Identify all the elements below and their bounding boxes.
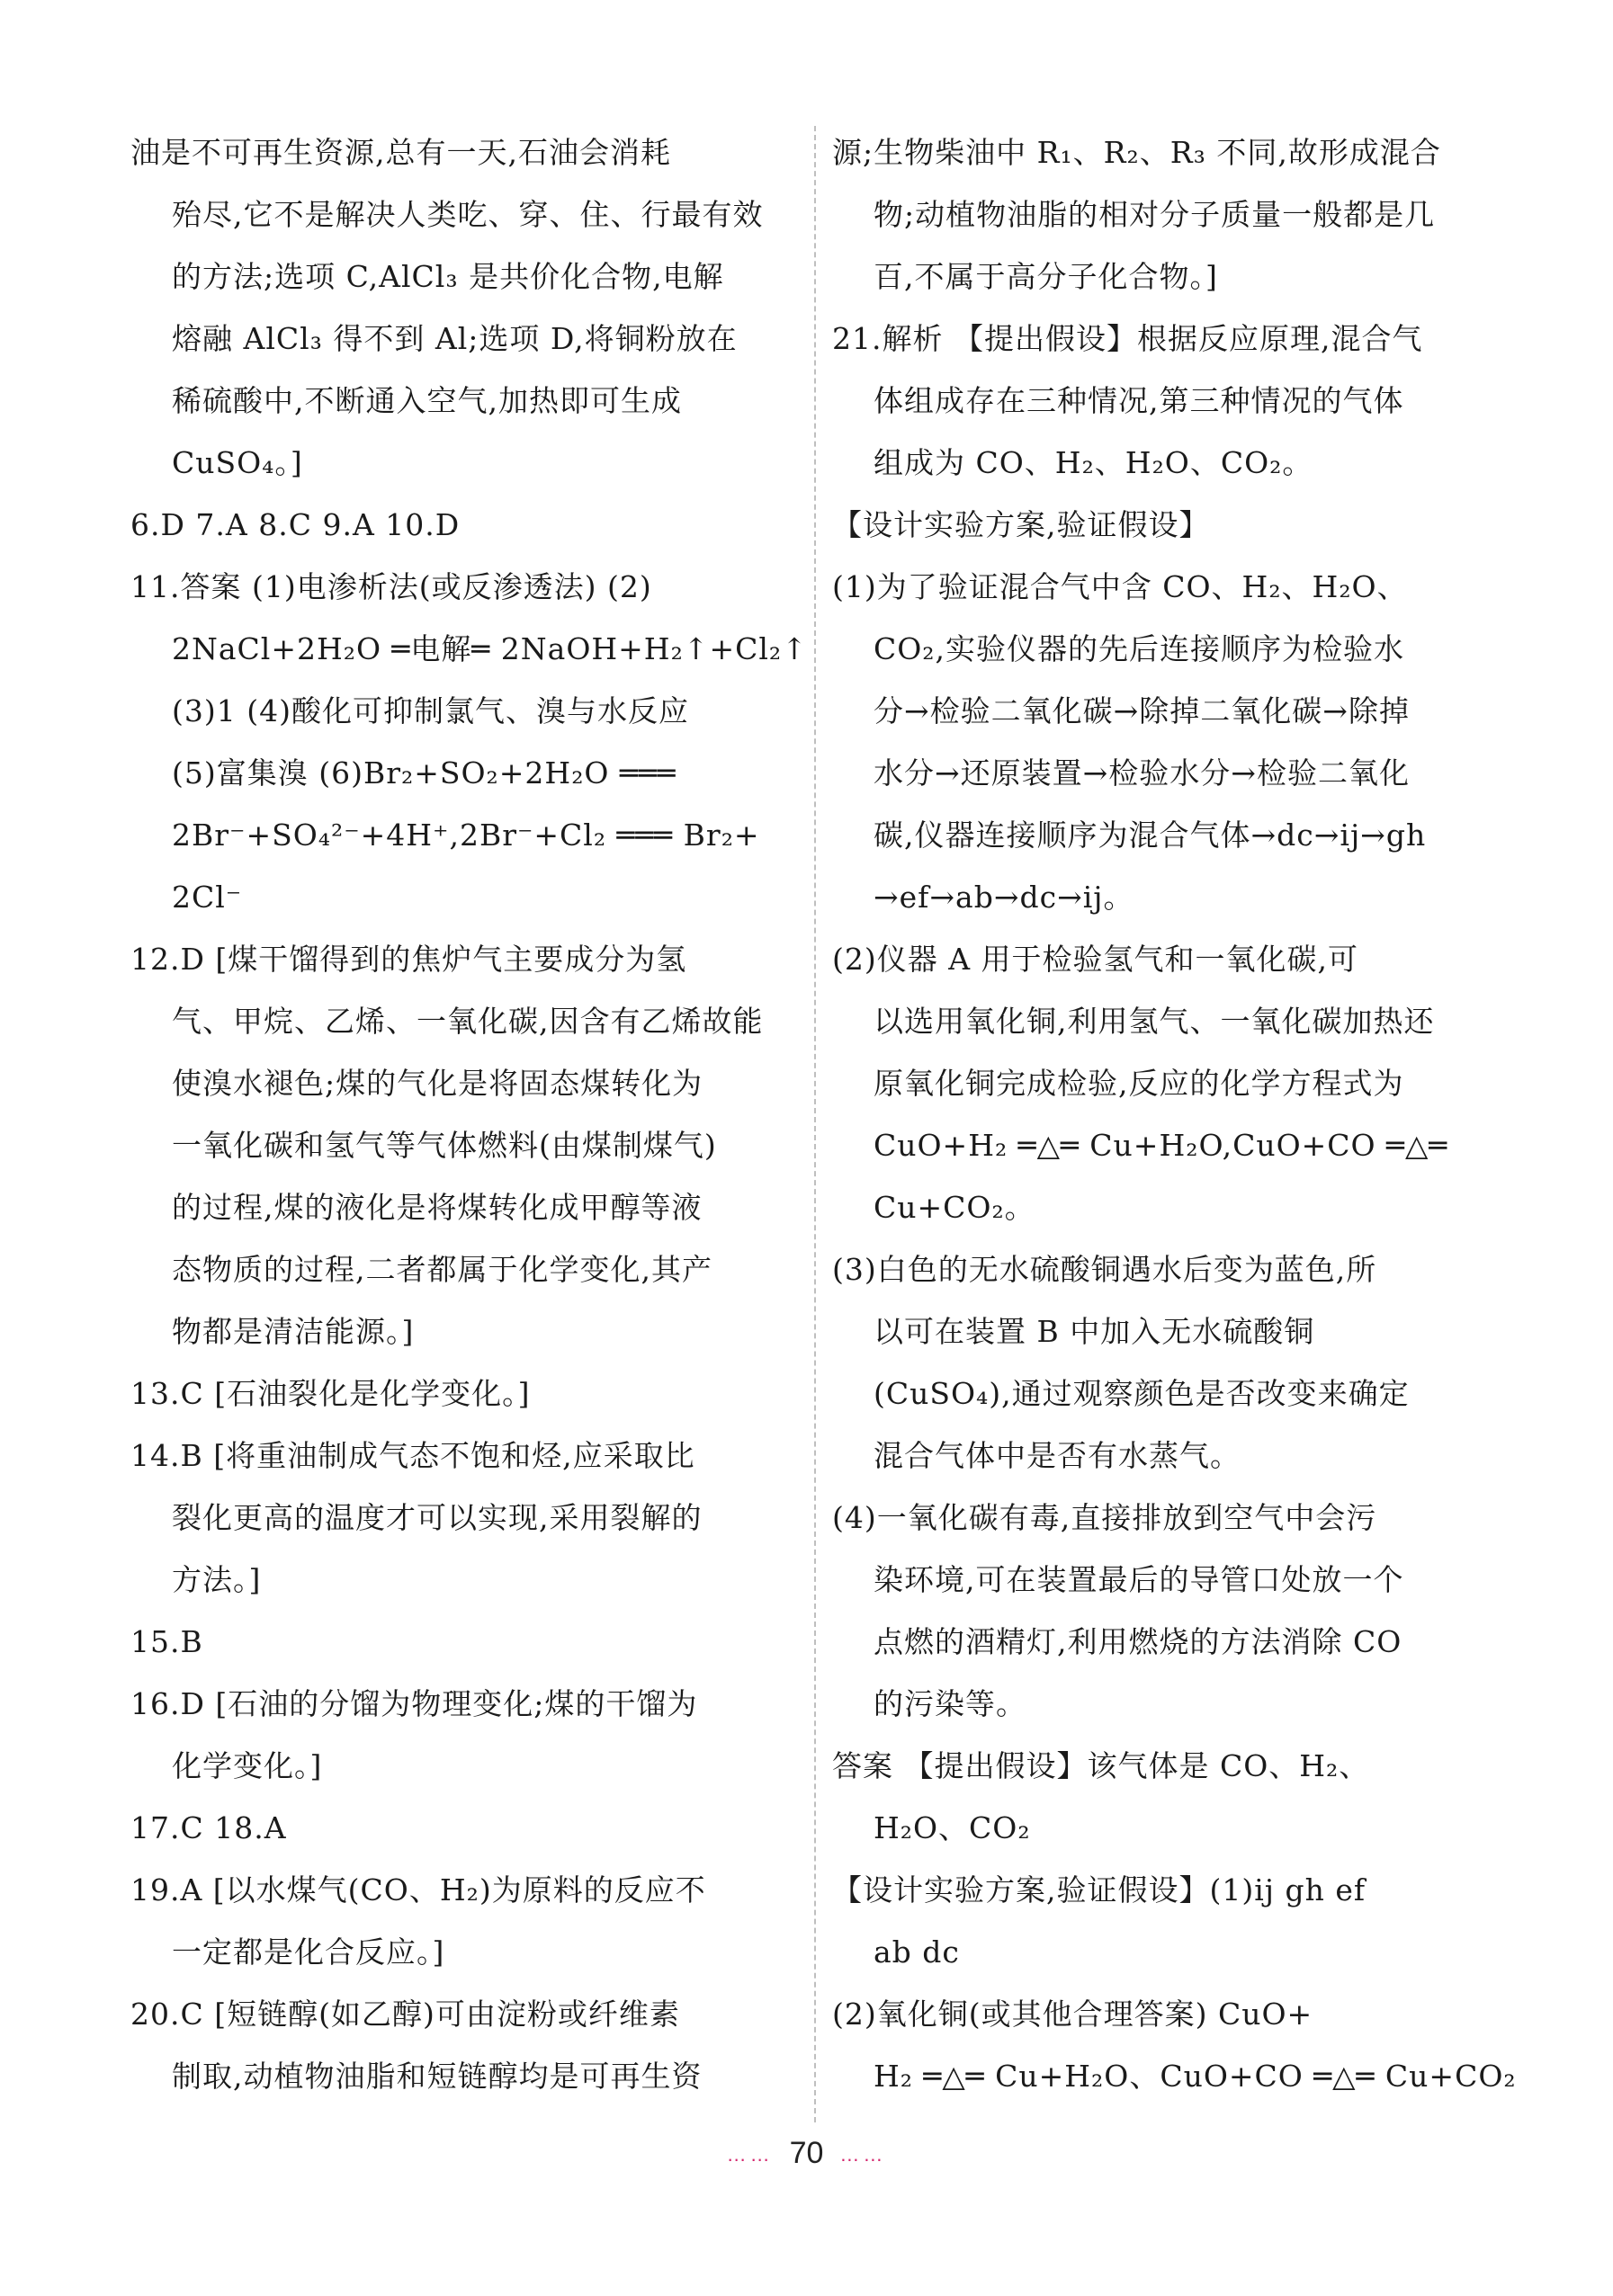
text-line: 熔融 AlCl₃ 得不到 Al;选项 D,将铜粉放在	[172, 321, 738, 356]
text-line: 以可在装置 B 中加入无水硫酸铜	[874, 1314, 1315, 1349]
text-line: 12.D [煤干馏得到的焦炉气主要成分为氢	[130, 942, 687, 977]
text-line: (2)氧化铜(或其他合理答案) CuO+	[832, 1997, 1313, 2032]
text-line: 方法。]	[172, 1562, 262, 1597]
text-line: 2Cl⁻	[172, 880, 243, 915]
text-line: (2)仪器 A 用于检验氢气和一氧化碳,可	[832, 942, 1359, 977]
answer-entry	[832, 1487, 1498, 1735]
text-line: CuSO₄。]	[172, 445, 303, 480]
text-line: 殆尽,它不是解决人类吃、穿、住、行最有效	[172, 197, 764, 232]
text-line: 13.C [石油裂化是化学变化。]	[130, 1376, 531, 1411]
text-line: 分→检验二氧化碳→除掉二氧化碳→除掉	[874, 693, 1410, 728]
text-line: 14.B [将重油制成气态不饱和烃,应采取比	[130, 1438, 695, 1473]
text-line: 油是不可再生资源,总有一天,石油会消耗	[130, 135, 671, 170]
text-line: 15.B	[130, 1624, 203, 1659]
text-line: 一氧化碳和氢气等气体燃料(由煤制煤气)	[172, 1128, 717, 1163]
text-line: 态物质的过程,二者都属于化学变化,其产	[172, 1252, 712, 1287]
text-line: (5)富集溴 (6)Br₂+SO₂+2H₂O ═══	[172, 755, 677, 791]
text-line: 点燃的酒精灯,利用燃烧的方法消除 CO	[874, 1624, 1402, 1659]
answer-entry	[130, 928, 796, 1362]
text-line: 混合气体中是否有水蒸气。	[874, 1438, 1241, 1473]
text-line: 裂化更高的温度才可以实现,采用裂解的	[172, 1500, 703, 1535]
text-line: 【设计实验方案,验证假设】(1)ij gh ef	[832, 1872, 1367, 1907]
text-line: 6.D 7.A 8.C 9.A 10.D	[130, 507, 461, 542]
footer-dots-right: ……	[839, 2143, 887, 2166]
text-line: 化学变化。]	[172, 1748, 323, 1783]
answer-entry	[130, 556, 808, 928]
text-line: →ef→ab→dc→ij。	[874, 880, 1134, 915]
answer-entry	[130, 1983, 796, 2107]
answer-entry	[130, 1673, 796, 1797]
text-line: 制取,动植物油脂和短链醇均是可再生资	[172, 2059, 703, 2094]
page-number: 70	[789, 2136, 824, 2170]
footer-dots-left: ……	[726, 2143, 774, 2166]
text-line: 一定都是化合反应。]	[172, 1934, 445, 1970]
answer-entry	[130, 1797, 796, 1859]
text-line: 的过程,煤的液化是将煤转化成甲醇等液	[172, 1190, 703, 1225]
answer-entry	[130, 494, 796, 556]
text-line: 11.答案 (1)电渗析法(或反渗透法) (2)	[130, 569, 652, 604]
answer-entry	[130, 1859, 796, 1983]
text-line: Cu+CO₂。	[874, 1190, 1035, 1225]
text-line: (4)一氧化碳有毒,直接排放到空气中会污	[832, 1500, 1377, 1535]
right-column	[832, 121, 1517, 2107]
answer-entry	[832, 494, 1498, 556]
text-line: 水分→还原装置→检验水分→检验二氧化	[874, 755, 1410, 791]
text-line: (3)白色的无水硫酸铜遇水后变为蓝色,所	[832, 1252, 1377, 1287]
answer-entry	[832, 556, 1498, 928]
text-line: 体组成存在三种情况,第三种情况的气体	[874, 383, 1404, 418]
answer-entry	[130, 1362, 796, 1425]
answer-entry	[130, 1611, 796, 1673]
text-line: (1)为了验证混合气中含 CO、H₂、H₂O、	[832, 569, 1408, 604]
text-line: 染环境,可在装置最后的导管口处放一个	[874, 1562, 1404, 1597]
answer-entry	[832, 1983, 1517, 2107]
text-line: 21.解析 【提出假设】根据反应原理,混合气	[832, 321, 1423, 356]
text-line: CuO+H₂ ═△═ Cu+H₂O,CuO+CO ═△═	[874, 1128, 1448, 1163]
answer-entry	[832, 308, 1498, 494]
text-line: 百,不属于高分子化合物。]	[874, 259, 1218, 294]
text-line: (CuSO₄),通过观察颜色是否改变来确定	[874, 1376, 1410, 1411]
answer-entry	[832, 1859, 1498, 1983]
text-line: 的污染等。	[874, 1686, 1026, 1721]
text-line: 2NaCl+2H₂O ═电解═ 2NaOH+H₂↑+Cl₂↑	[172, 631, 808, 666]
text-line: 原氧化铜完成检验,反应的化学方程式为	[874, 1066, 1404, 1101]
text-line: 【设计实验方案,验证假设】	[832, 507, 1210, 542]
text-line: ab dc	[874, 1934, 960, 1970]
text-line: 答案 【提出假设】该气体是 CO、H₂、	[832, 1748, 1370, 1783]
text-line: 2Br⁻+SO₄²⁻+4H⁺,2Br⁻+Cl₂ ═══ Br₂+	[172, 817, 760, 853]
page-footer	[0, 2136, 1613, 2171]
answer-entry	[832, 121, 1498, 308]
column-divider	[814, 126, 816, 2122]
answer-entry	[832, 1735, 1498, 1859]
text-line: 20.C [短链醇(如乙醇)可由淀粉或纤维素	[130, 1997, 680, 2032]
text-line: H₂ ═△═ Cu+H₂O、CuO+CO ═△═ Cu+CO₂	[874, 2059, 1517, 2094]
text-line: 17.C 18.A	[130, 1810, 287, 1845]
text-line: 使溴水褪色;煤的气化是将固态煤转化为	[172, 1066, 703, 1101]
answer-entry	[130, 121, 796, 494]
text-line: 源;生物柴油中 R₁、R₂、R₃ 不同,故形成混合	[832, 135, 1441, 170]
text-line: 组成为 CO、H₂、H₂O、CO₂。	[874, 445, 1313, 480]
answer-entry	[130, 1425, 796, 1611]
text-line: 的方法;选项 C,AlCl₃ 是共价化合物,电解	[172, 259, 724, 294]
text-line: 气、甲烷、乙烯、一氧化碳,因含有乙烯故能	[172, 1004, 764, 1039]
text-line: H₂O、CO₂	[874, 1810, 1031, 1845]
text-line: 稀硫酸中,不断通入空气,加热即可生成	[172, 383, 682, 418]
text-line: 19.A [以水煤气(CO、H₂)为原料的反应不	[130, 1872, 706, 1907]
text-line: 16.D [石油的分馏为物理变化;煤的干馏为	[130, 1686, 698, 1721]
answer-entry	[832, 1238, 1498, 1487]
text-line: 以选用氧化铜,利用氢气、一氧化碳加热还	[874, 1004, 1435, 1039]
text-line: 碳,仪器连接顺序为混合气体→dc→ij→gh	[874, 817, 1427, 853]
text-line: 物;动植物油脂的相对分子质量一般都是几	[874, 197, 1436, 232]
left-column	[130, 121, 808, 2107]
text-line: (3)1 (4)酸化可抑制氯气、溴与水反应	[172, 693, 689, 728]
answer-entry	[832, 928, 1498, 1238]
text-line: CO₂,实验仪器的先后连接顺序为检验水	[874, 631, 1405, 666]
text-line: 物都是清洁能源。]	[172, 1314, 415, 1349]
